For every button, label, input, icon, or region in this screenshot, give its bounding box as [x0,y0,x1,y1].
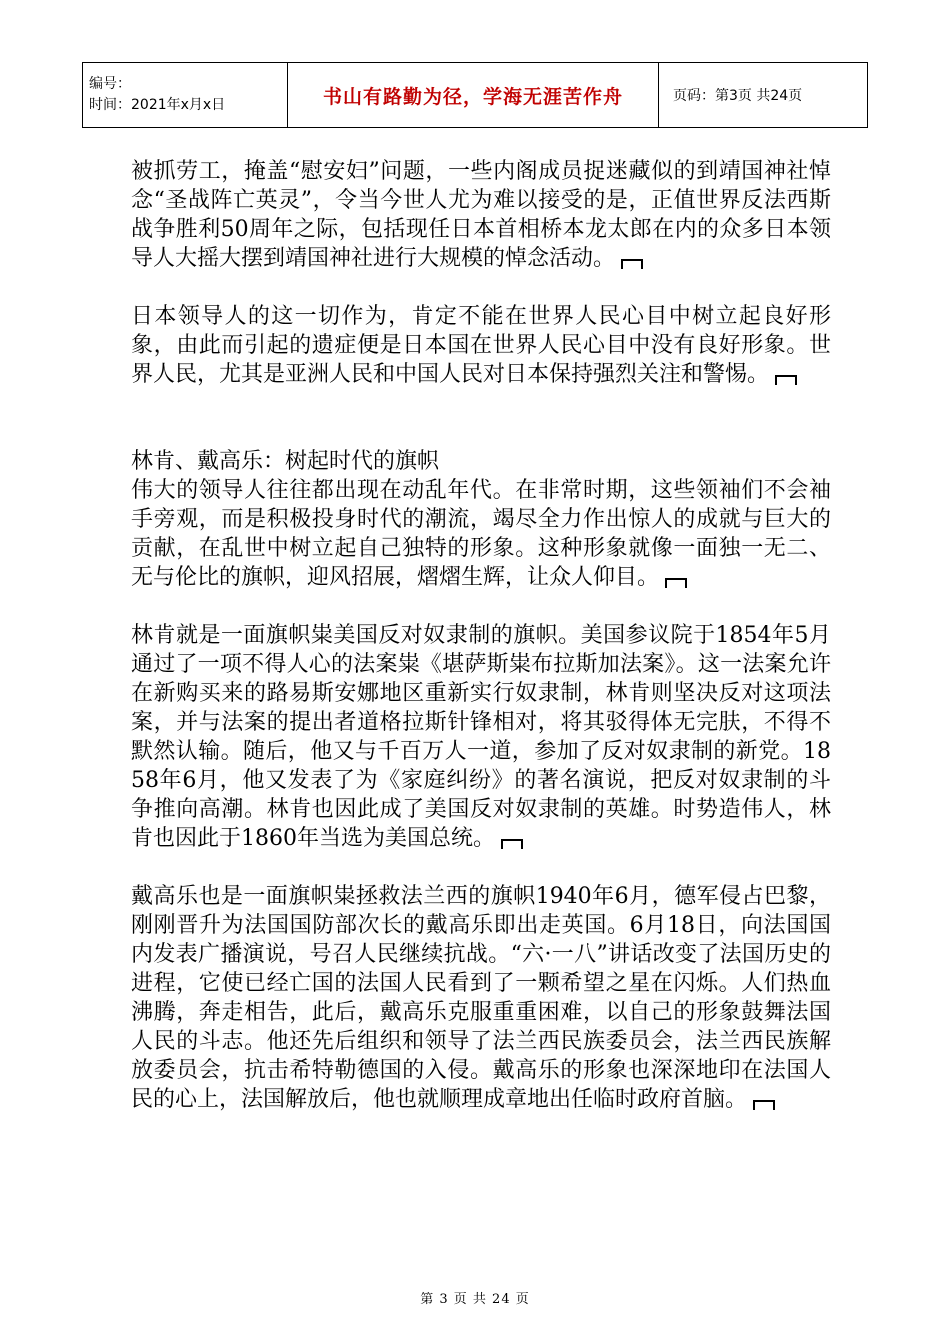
paragraph-text: 日本领导人的这一切作为，肯定不能在世界人民心目中树立起良好形象，由此而引起的遗症便是日本国在世界人民心目中没有良好形象。世界人民，尤其是亚洲人民和中国人民对日本保持强烈关注和警惕。 [131,304,831,387]
paragraph [131,882,831,1114]
header-motto: 书山有路勤为径，学海无涯苦作舟 [288,63,659,128]
paragraph [131,476,831,592]
paragraph [131,302,831,389]
serial-number-label: 编号： [89,76,131,92]
paragraph-mark-icon [665,578,687,588]
paragraph-mark-icon [775,375,797,385]
date-label: 时间：2021年x月x日 [89,97,226,113]
paragraph-text: 戴高乐也是一面旗帜粜拯救法兰西的旗帜1940年6月，德军侵占巴黎，刚刚晋升为法国国防部次长的戴高乐即出走英国。6月18日，向法国国内发表广播演说，号召人民继续抗战。“六·一八”讲话改变了法国历史的进程，它使已经亡国的法国人民看到了一颗希望之星在闪烁。人们热血沸腾，奔走相告，此后，戴高乐克服重重困难，以自己的形象鼓舞法国人民的斗志。他还先后组织和领导了法兰西民族委员会，法兰西民族解放委员会，抗击希特勒德国的入侵。戴高乐的形象也深深地印在法国人民的心上，法国解放后，他也就顺理成章地出任临时政府首脑。 [131,884,831,1112]
paragraph-mark-icon [621,259,643,269]
paragraph-mark-icon [753,1100,775,1110]
header-meta-cell [83,63,288,128]
paragraph [131,621,831,853]
header-page-code: 页码：第3页 共24页 [659,63,868,128]
section-title: 林肯、戴高乐：树起时代的旗帜 [131,449,440,474]
paragraph-text: 伟大的领导人往往都出现在动乱年代。在非常时期，这些领袖们不会袖手旁观，而是积极投身时代的潮流，竭尽全力作出惊人的成就与巨大的贡献，在乱世中树立起自己独特的形象。这种形象就像一面独一无二、无与伦比的旗帜，迎风招展，熠熠生辉，让众人仰目。 [131,478,831,590]
page-footer: 第 3 页 共 24 页 [420,1292,530,1307]
document-body [131,157,831,1143]
document-header [82,62,868,128]
paragraph-mark-icon [501,839,523,849]
section-spacer [131,389,831,447]
paragraph-text: 被抓劳工，掩盖“慰安妇”问题，一些内阁成员捉迷藏似的到靖国神社悼念“圣战阵亡英灵”，令当今世人尤为难以接受的是，正值世界反法西斯战争胜利50周年之际，包括现任日本首相桥本龙太郎在内的众多日本领导人大摇大摆到靖国神社进行大规模的悼念活动。 [131,159,831,271]
paragraph-text: 林肯就是一面旗帜粜美国反对奴隶制的旗帜。美国参议院于1854年5月通过了一项不得人心的法案粜《堪萨斯粜布拉斯加法案》。这一法案允许在新购买来的路易斯安娜地区重新实行奴隶制，林肯则坚决反对这项法案，并与法案的提出者道格拉斯针锋相对，将其驳得体无完肤，不得不默然认输。随后，他又与千百万人一道，参加了反对奴隶制的新党。1858年6月，他又发表了为《家庭纠纷》的著名演说，把反对奴隶制的斗争推向高潮。林肯也因此成了美国反对奴隶制的英雄。时势造伟人，林肯也因此于1860年当选为美国总统。 [131,623,831,851]
paragraph [131,157,831,273]
